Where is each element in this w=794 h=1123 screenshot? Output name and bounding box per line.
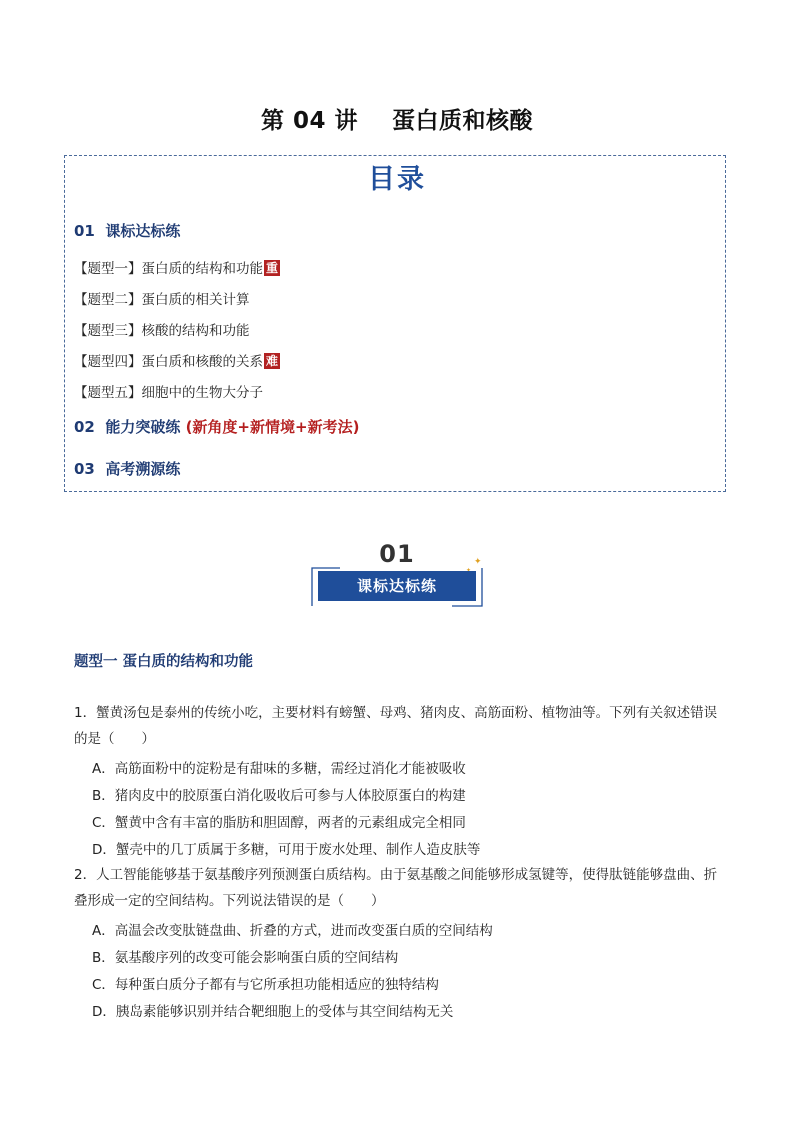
toc-topic-label: 【题型五】细胞中的生物大分子 xyxy=(74,385,263,401)
toc-section-num: 02 xyxy=(74,418,95,436)
toc-topic-1[interactable] xyxy=(74,257,280,277)
toc-section-num: 03 xyxy=(74,460,95,478)
toc-section-label: 能力突破练 xyxy=(105,418,181,436)
lecture-title xyxy=(0,102,794,135)
key-point-badge: 重 xyxy=(266,261,279,275)
toc-section-3[interactable] xyxy=(74,458,180,479)
toc-section-num: 01 xyxy=(74,222,95,240)
question-2-option-c[interactable]: C．每种蛋白质分子都有与它所承担功能相适应的独特结构 xyxy=(92,977,439,993)
question-2-option-b[interactable]: B．氨基酸序列的改变可能会影响蛋白质的空间结构 xyxy=(92,950,399,966)
toc-topic-label: 【题型四】蛋白质和核酸的关系 xyxy=(74,354,263,370)
section-banner: 课标达标练 xyxy=(318,571,476,601)
toc-topic-label: 【题型三】核酸的结构和功能 xyxy=(74,323,250,339)
toc-section-1[interactable] xyxy=(74,220,180,241)
question-type-heading: 题型一 蛋白质的结构和功能 xyxy=(74,654,254,670)
toc-topic-2[interactable] xyxy=(74,288,250,308)
toc-section-suffix: (新角度+新情境+新考法) xyxy=(185,418,360,436)
toc-topic-label: 【题型一】蛋白质的结构和功能 xyxy=(74,261,263,277)
question-1-option-a[interactable]: A．高筋面粉中的淀粉是有甜味的多糖，需经过消化才能被吸收 xyxy=(92,761,466,777)
toc-section-label: 高考溯源练 xyxy=(105,460,181,478)
question-2-stem: 2．人工智能能够基于氨基酸序列预测蛋白质结构。由于氨基酸之间能够形成氢键等，使得肽链能够盘曲、折叠形成一定的空间结构。下列说法错误的是（ ） xyxy=(74,867,718,909)
question-1-option-b[interactable]: B．猪肉皮中的胶原蛋白消化吸收后可参与人体胶原蛋白的构建 xyxy=(92,788,466,804)
toc-section-label: 课标达标练 xyxy=(105,222,181,240)
difficult-badge: 难 xyxy=(266,354,279,368)
lecture-topic: 蛋白质和核酸 xyxy=(392,108,534,134)
question-1-stem: 1．蟹黄汤包是泰州的传统小吃，主要材料有螃蟹、母鸡、猪肉皮、高筋面粉、植物油等。下列有关叙述错误的是（ ） xyxy=(74,705,718,747)
toc-heading: 目录 xyxy=(368,164,426,195)
question-1-option-c[interactable]: C．蟹黄中含有丰富的脂肪和胆固醇，两者的元素组成完全相同 xyxy=(92,815,466,831)
question-2-option-d[interactable]: D．胰岛素能够识别并结合靶细胞上的受体与其空间结构无关 xyxy=(92,1004,454,1020)
toc-topic-4[interactable] xyxy=(74,350,280,370)
toc-topic-label: 【题型二】蛋白质的相关计算 xyxy=(74,292,250,308)
question-1-option-d[interactable]: D．蟹壳中的几丁质属于多糖，可用于废水处理、制作人造皮肤等 xyxy=(92,842,481,858)
svg-text:✦: ✦ xyxy=(474,557,482,567)
lecture-number: 第 04 讲 xyxy=(260,108,359,134)
banner-number: 01 xyxy=(379,540,415,568)
toc-topic-3[interactable] xyxy=(74,319,250,339)
toc-section-2[interactable] xyxy=(74,416,359,437)
toc-topic-5[interactable] xyxy=(74,381,263,401)
question-2-option-a[interactable]: A．高温会改变肽链盘曲、折叠的方式，进而改变蛋白质的空间结构 xyxy=(92,923,493,939)
